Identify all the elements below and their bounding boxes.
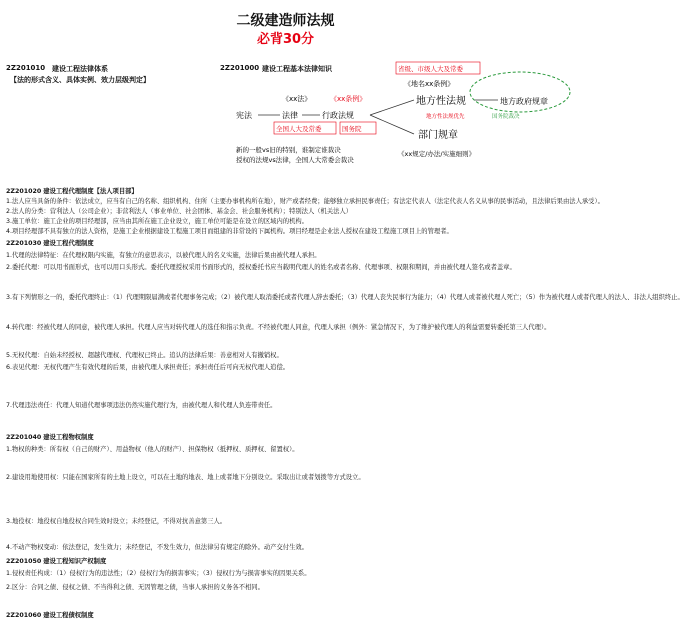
state-council-label: 国务院 <box>342 125 362 133</box>
admin-reg-node: 行政法规 <box>322 111 354 120</box>
line-text: 建设工程知识产权制度 <box>43 558 107 565</box>
section-heading-row <box>6 240 565 248</box>
law-example: 《xx法》 <box>282 95 312 103</box>
arrow-label-local-priority: 地方性法规优先 <box>426 114 465 120</box>
section-heading-row <box>6 434 565 442</box>
text-row: 1.物权的种类：所有权（自己的财产）、用益物权（他人的财产）、担保物权（抵押权、质押权、留置权）。 <box>6 446 299 453</box>
text-row: 2.委托代理：可以用书面形式，也可以用口头形式。委托代理授权采用书面形式的，授权委托书应当载明代理人的姓名或者名称、代理事项、权限和期间，并由被代理人签名或者盖章。 <box>6 264 516 271</box>
law-hierarchy-diagram <box>230 56 570 176</box>
arrow-label-state-council: 国务院裁决 <box>492 114 520 120</box>
line-code: 2Z201030 <box>6 240 42 247</box>
text-row: 5.无权代理：自始未经授权、超越代理权、代理权已终止。追认的法律后果：善意相对人有撤销权。 <box>6 352 283 359</box>
province-npc-label: 省级、市级人大及常委 <box>398 65 463 73</box>
section-heading-row <box>6 188 565 196</box>
section-heading-row <box>6 612 565 620</box>
text-row: 1.侵权责任构成：（1）侵权行为的违法性；（2）侵权行为的损害事实；（3）侵权行为与损害事实的因果关系。 <box>6 570 311 577</box>
text-row: 4.不动产物权变动：依法登记，发生效力；未经登记，不发生效力，但法律另有规定的除外。动产交付生效。 <box>6 544 308 551</box>
text-row: 3.有下列情形之一的，委托代理终止：（1）代理期限届满或者代理事务完成；（2）被代理人取消委托或者代理人辞去委托；（3）代理人丧失民事行为能力；（4）代理人或者被代理人死亡；（5）作为被代理人或者代理人的法人、非法人组织终止。 <box>6 294 684 301</box>
local-reg-node: 地方性法规 <box>416 96 466 107</box>
page-title: 二级建造师法规 <box>236 13 335 29</box>
section-code: 2Z201010 <box>6 64 46 72</box>
text-row: 2.区分：合同之债、侵权之债、不当得利之债、无因管理之债，当事人承担的义务各不相同。 <box>6 584 264 591</box>
text-row: 4.转代理：经被代理人的同意，被代理人承担。代理人应当对转代理人的选任和指示负责。不经被代理人同意，代理人承担（例外：紧急情况下，为了维护被代理人的利益需要转委托第三人代理）。 <box>6 324 551 331</box>
line-code: 2Z201040 <box>6 434 42 441</box>
line-code: 2Z201050 <box>6 558 42 565</box>
text-row: 1.代理的法律特征：在代理权限内实施，有独立的意思表示，以被代理人的名义实施，法律后果由被代理人承担。 <box>6 252 321 259</box>
line-text: 建设工程代理制度 <box>43 240 94 247</box>
line-code: 2Z201060 <box>6 612 42 619</box>
text-row: 6.表见代理：无权代理产生有效代理的后果，由被代理人承担责任；承担责任后可向无权代理人追偿。 <box>6 364 290 371</box>
line-code: 2Z201020 <box>6 188 42 195</box>
text-row: 1.法人应当具备的条件：依法成立，应当有自己的名称、组织机构、住所（主要办事机构所在地），财产或者经费；能够独立承担民事责任；有法定代表人（法定代表人名义从事的民事活动，且法律后果由法人承受）。 <box>6 198 604 205</box>
text-row: 2.法人的分类：营利法人（公司企业）；非营利法人（事业单位、社会团体、基金会、社会服务机构）；特别法人（机关法人） <box>6 208 353 215</box>
local-gov-rule-node: 地方政府规章 <box>500 97 548 106</box>
dept-rule-node: 部门规章 <box>418 130 458 141</box>
law-node: 法律 <box>282 111 298 120</box>
npc-label: 全国人大及常委 <box>276 125 322 133</box>
line-text: 建设工程债权制度 <box>43 612 94 619</box>
authorized-rule-note: 授权的法规vs法律，全国人大常委会裁决 <box>236 156 354 164</box>
line-text: 建设工程物权制度 <box>43 434 94 441</box>
special-rule-note: 新的一般vs旧的特别，谁制定谁裁决 <box>236 146 341 154</box>
text-row: 7.代理违法责任：代理人知道代理事项违法仍然实施代理行为，由被代理人和代理人负连带责任。 <box>6 402 277 409</box>
section-heading-row <box>6 558 565 566</box>
text-row: 2.建设用地使用权：只能在国家所有的土地上设立，可以在土地的地表、地上或者地下分别设立。采取出让或者划拨等方式设立。 <box>6 474 365 481</box>
chapter-heading: 建设工程基本法律知识 <box>262 65 332 73</box>
section-subheading: 【法的形式含义、具体实例、效力层级判定】 <box>10 76 150 84</box>
dept-example: 《xx规定/办法/实施细则》 <box>398 150 476 158</box>
page-subtitle: 必背30分 <box>256 32 315 47</box>
chapter-code: 2Z201000 <box>220 64 260 72</box>
constitution-node: 宪法 <box>236 111 252 120</box>
text-row: 4.项目经理部不具有独立的法人资格，是施工企业根据建设工程施工项目而组建的非常设的下属机构。项目经理是企业法人授权在建设工程施工项目上的管理者。 <box>6 228 453 235</box>
reg-example: 《xx条例》 <box>330 95 367 103</box>
section-heading: 建设工程法律体系 <box>52 65 108 73</box>
text-row: 3.施工单位：施工企业的项目经理部，应当由其所在施工企业设立，施工单位可能是在设立的区域内的机构。 <box>6 218 308 225</box>
line-text: 建设工程代理制度【法人项目部】 <box>43 188 138 195</box>
text-row: 3.地役权：地役权自地役权合同生效时设立；未经登记，不得对抗善意第三人。 <box>6 518 227 525</box>
local-example: 《地名xx条例》 <box>404 80 455 88</box>
